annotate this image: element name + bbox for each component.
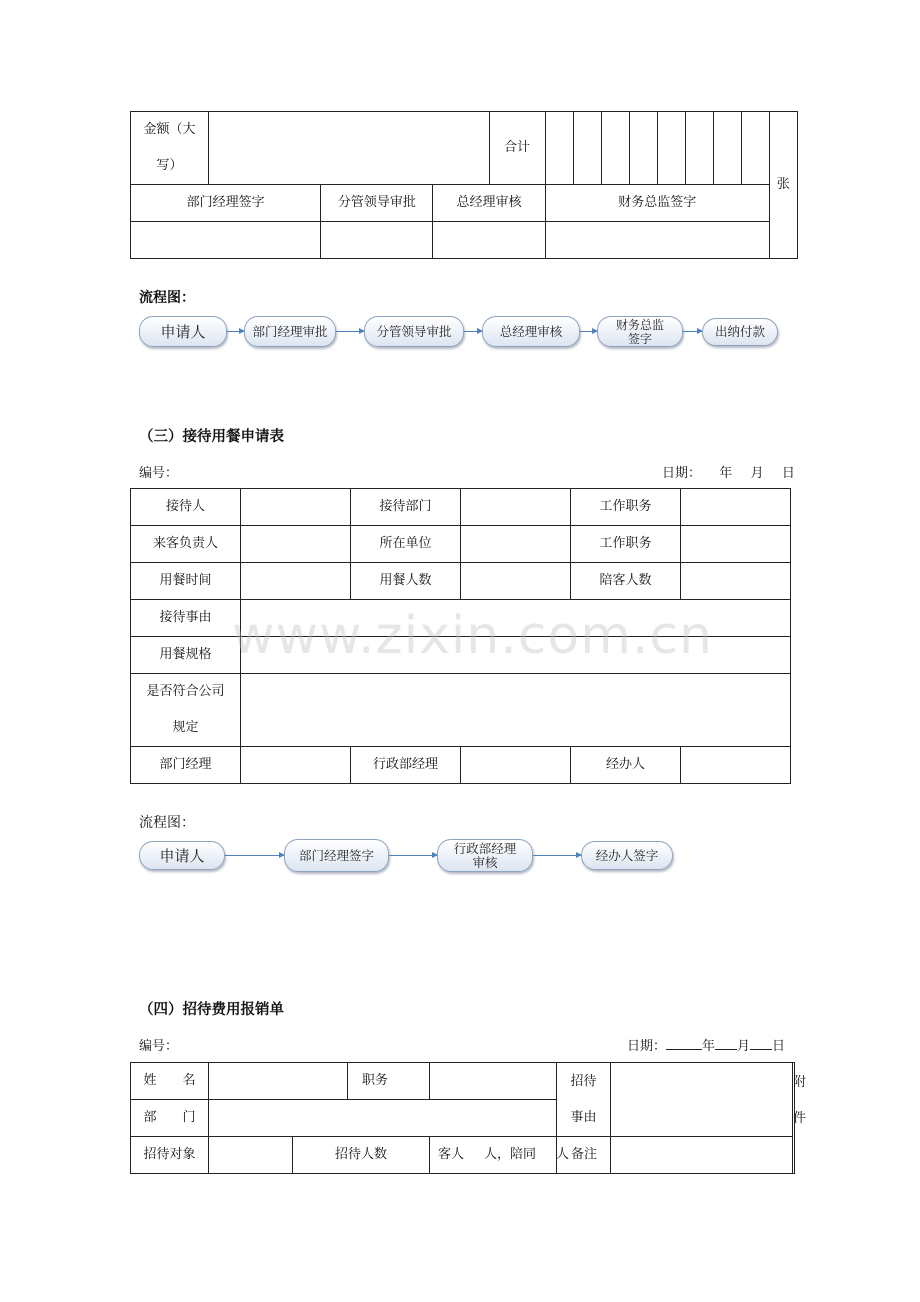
digit-cell[interactable] [629,112,657,185]
digit-cell[interactable] [601,112,629,185]
digit-cell[interactable] [685,112,713,185]
digit-cell[interactable] [741,112,769,185]
date-month: 月 [750,466,764,481]
field-input[interactable] [241,747,351,784]
date-line [627,1035,785,1054]
date-day: 日 [772,1039,786,1054]
dept-label [131,1100,209,1137]
name-label-r: 名 [182,1073,196,1088]
reception-meal-table [130,488,791,784]
field-input[interactable] [461,526,571,563]
digit-cell[interactable] [657,112,685,185]
flow-node: 财务总监签字 [597,316,683,347]
field-input[interactable] [681,747,791,784]
flow-arrow [336,331,364,332]
flow-arrow [225,855,284,856]
reason-label-line1: 招待 [570,1073,597,1089]
field-input[interactable] [241,600,791,637]
amount-label [131,112,209,185]
name-label [131,1063,209,1100]
amount-label-line2: 写） [156,158,183,173]
attachment-label-line2: 件 [793,1111,807,1126]
sig-cell[interactable] [131,222,321,259]
attachment-label [793,1063,807,1174]
flow-label: 流程图： [139,815,195,831]
field-input[interactable] [241,637,791,674]
field-label: 来客负责人 [131,526,241,563]
flow-node: 申请人 [139,316,227,347]
sig-header: 总经理审核 [433,185,545,222]
section-title: （三）接待用餐申请表 [139,429,284,445]
field-label [131,674,241,747]
zhang-label: 张 [769,112,797,259]
flow-arrow [533,855,581,856]
flow-node: 行政部经理审核 [437,839,533,872]
sig-header: 分管领导审批 [321,185,433,222]
guest-label: 客人 [438,1147,465,1162]
date-day: 日 [781,466,795,481]
field-input[interactable] [241,563,351,600]
position-label: 职务 [348,1063,430,1100]
count-label: 招待人数 [293,1137,430,1174]
serial-label: 编号： [139,1039,179,1054]
flow-node: 部门经理签字 [284,839,389,872]
field-input[interactable] [461,563,571,600]
flow-node: 分管领导审批 [364,316,464,347]
serial-label: 编号： [139,466,179,481]
sig-header: 部门经理签字 [131,185,321,222]
flow-node: 总经理审核 [482,316,580,347]
field-input[interactable] [461,747,571,784]
field-input[interactable] [681,526,791,563]
flow-node: 出纳付款 [702,318,778,346]
dept-input[interactable] [209,1100,557,1137]
flow-arrow [464,331,482,332]
field-input[interactable] [681,563,791,600]
field-input[interactable] [241,526,351,563]
date-label: 日期： [662,466,702,481]
amount-input-cell[interactable] [209,112,489,185]
name-label-l: 姓 [143,1073,157,1088]
flow-node: 部门经理审批 [244,316,336,347]
watermark: www.zixin.com.cn [232,606,713,666]
digit-cell[interactable] [713,112,741,185]
field-label: 接待人 [131,489,241,526]
field-label: 工作职务 [571,489,681,526]
flow-node: 经办人签字 [581,841,673,870]
field-label: 工作职务 [571,526,681,563]
flow-arrow [683,331,702,332]
field-label: 接待事由 [131,600,241,637]
dept-label-l: 部 [143,1110,157,1125]
flow-label: 流程图： [139,290,195,306]
position-input[interactable] [430,1063,557,1100]
target-label: 招待对象 [131,1137,209,1174]
date-day-blank[interactable] [750,1035,772,1050]
date-year-blank[interactable] [666,1035,702,1050]
date-label: 日期： [627,1039,667,1054]
note-label: 备注 [557,1137,611,1174]
reason-input[interactable] [611,1063,807,1137]
sig-header: 财务总监签字 [545,185,769,222]
person-label-2: 人 [556,1147,570,1162]
field-label: 用餐规格 [131,637,241,674]
compliance-label-line1: 是否符合公司 [146,684,225,699]
field-label: 陪客人数 [571,563,681,600]
note-input[interactable] [611,1137,793,1174]
field-label: 接待部门 [351,489,461,526]
reason-label-line2: 事由 [570,1109,597,1125]
digit-cell[interactable] [573,112,601,185]
reason-label [557,1063,611,1137]
date-line [662,462,795,481]
field-input[interactable] [681,489,791,526]
section-title: （四）招待费用报销单 [139,1002,284,1018]
flow-arrow [580,331,597,332]
digit-cell[interactable] [545,112,573,185]
date-month-blank[interactable] [715,1035,737,1050]
flow-arrow [389,855,437,856]
compliance-label-line2: 规定 [172,720,199,735]
attachment-label-line1: 附 [793,1075,807,1090]
field-input[interactable] [241,489,351,526]
dept-label-r: 门 [182,1110,196,1125]
field-input[interactable] [241,674,791,747]
guest-count[interactable] [430,1137,570,1174]
sig-cell[interactable] [433,222,545,259]
person-label: 人，陪同 [484,1147,537,1162]
field-label: 部门经理 [131,747,241,784]
target-input[interactable] [209,1137,293,1174]
sig-cell[interactable] [545,222,769,259]
sig-cell[interactable] [321,222,433,259]
flow-arrow [227,331,244,332]
field-label: 所在单位 [351,526,461,563]
date-year: 年 [702,1039,716,1054]
field-label: 用餐人数 [351,563,461,600]
expense-table-top [130,111,798,259]
field-input[interactable] [461,489,571,526]
amount-label-line1: 金额（大 [143,122,196,137]
field-label: 用餐时间 [131,563,241,600]
date-month: 月 [737,1039,751,1054]
field-label: 经办人 [571,747,681,784]
expense-reimbursement-table [130,1062,807,1174]
name-input[interactable] [209,1063,348,1100]
flow-node: 申请人 [139,841,225,870]
field-label: 行政部经理 [351,747,461,784]
date-year: 年 [719,466,733,481]
total-label: 合计 [489,112,545,185]
